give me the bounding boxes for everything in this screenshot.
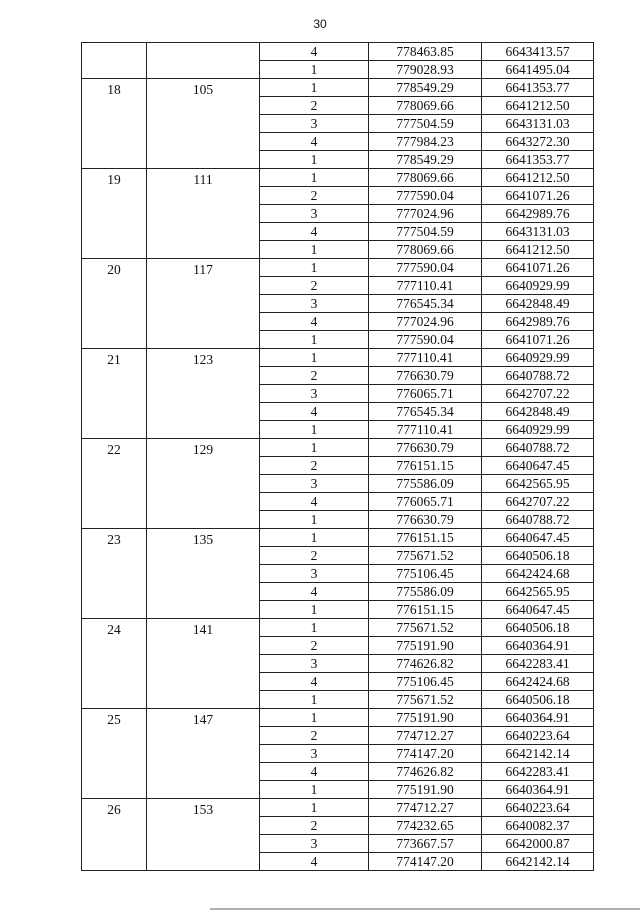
x-coordinate-cell: 776151.15 xyxy=(369,529,482,547)
point-number-cell: 4 xyxy=(260,853,369,871)
y-coordinate-cell: 6642848.49 xyxy=(482,403,594,421)
point-number-cell: 2 xyxy=(260,727,369,745)
x-coordinate-cell: 777024.96 xyxy=(369,313,482,331)
y-coordinate-cell: 6640082.37 xyxy=(482,817,594,835)
y-coordinate-cell: 6642283.41 xyxy=(482,655,594,673)
parcel-id-cell: 147 xyxy=(147,709,260,799)
point-number-cell: 4 xyxy=(260,43,369,61)
table-row xyxy=(82,259,594,277)
point-number-cell: 4 xyxy=(260,493,369,511)
x-coordinate-cell: 776151.15 xyxy=(369,457,482,475)
y-coordinate-cell: 6642565.95 xyxy=(482,475,594,493)
x-coordinate-cell: 774626.82 xyxy=(369,655,482,673)
y-coordinate-cell: 6641212.50 xyxy=(482,169,594,187)
parcel-id-cell: 129 xyxy=(147,439,260,529)
point-number-cell: 1 xyxy=(260,259,369,277)
y-coordinate-cell: 6640506.18 xyxy=(482,691,594,709)
point-number-cell: 1 xyxy=(260,601,369,619)
x-coordinate-cell: 778069.66 xyxy=(369,97,482,115)
point-number-cell: 1 xyxy=(260,691,369,709)
y-coordinate-cell: 6640223.64 xyxy=(482,727,594,745)
x-coordinate-cell: 774232.65 xyxy=(369,817,482,835)
point-number-cell: 2 xyxy=(260,637,369,655)
point-number-cell: 1 xyxy=(260,799,369,817)
x-coordinate-cell: 778069.66 xyxy=(369,241,482,259)
x-coordinate-cell: 776630.79 xyxy=(369,511,482,529)
y-coordinate-cell: 6641353.77 xyxy=(482,151,594,169)
y-coordinate-cell: 6643272.30 xyxy=(482,133,594,151)
parcel-id-cell xyxy=(147,43,260,79)
table-row xyxy=(82,619,594,637)
x-coordinate-cell: 775191.90 xyxy=(369,637,482,655)
point-number-cell: 3 xyxy=(260,475,369,493)
coordinates-table-body xyxy=(82,43,594,871)
lot-number-cell: 20 xyxy=(82,259,147,349)
point-number-cell: 3 xyxy=(260,385,369,403)
y-coordinate-cell: 6642000.87 xyxy=(482,835,594,853)
point-number-cell: 1 xyxy=(260,151,369,169)
x-coordinate-cell: 777984.23 xyxy=(369,133,482,151)
y-coordinate-cell: 6640929.99 xyxy=(482,277,594,295)
table-row xyxy=(82,169,594,187)
point-number-cell: 1 xyxy=(260,619,369,637)
table-row xyxy=(82,79,594,97)
point-number-cell: 3 xyxy=(260,655,369,673)
lot-number-cell: 24 xyxy=(82,619,147,709)
table-row xyxy=(82,439,594,457)
x-coordinate-cell: 777110.41 xyxy=(369,277,482,295)
y-coordinate-cell: 6642707.22 xyxy=(482,385,594,403)
point-number-cell: 3 xyxy=(260,295,369,313)
x-coordinate-cell: 777590.04 xyxy=(369,187,482,205)
y-coordinate-cell: 6643413.57 xyxy=(482,43,594,61)
y-coordinate-cell: 6641212.50 xyxy=(482,97,594,115)
y-coordinate-cell: 6640364.91 xyxy=(482,781,594,799)
y-coordinate-cell: 6640223.64 xyxy=(482,799,594,817)
parcel-id-cell: 117 xyxy=(147,259,260,349)
point-number-cell: 1 xyxy=(260,169,369,187)
point-number-cell: 2 xyxy=(260,277,369,295)
lot-number-cell: 18 xyxy=(82,79,147,169)
point-number-cell: 1 xyxy=(260,511,369,529)
point-number-cell: 2 xyxy=(260,547,369,565)
point-number-cell: 1 xyxy=(260,331,369,349)
point-number-cell: 4 xyxy=(260,403,369,421)
coordinates-table xyxy=(81,42,594,871)
point-number-cell: 1 xyxy=(260,61,369,79)
page-number: 30 xyxy=(313,17,327,31)
y-coordinate-cell: 6642424.68 xyxy=(482,673,594,691)
x-coordinate-cell: 778463.85 xyxy=(369,43,482,61)
x-coordinate-cell: 777504.59 xyxy=(369,115,482,133)
point-number-cell: 3 xyxy=(260,835,369,853)
x-coordinate-cell: 779028.93 xyxy=(369,61,482,79)
point-number-cell: 1 xyxy=(260,349,369,367)
table-row xyxy=(82,799,594,817)
y-coordinate-cell: 6640788.72 xyxy=(482,439,594,457)
lot-number-cell xyxy=(82,43,147,79)
point-number-cell: 1 xyxy=(260,421,369,439)
x-coordinate-cell: 776630.79 xyxy=(369,439,482,457)
y-coordinate-cell: 6640929.99 xyxy=(482,349,594,367)
scan-edge-line xyxy=(210,908,640,910)
point-number-cell: 4 xyxy=(260,763,369,781)
lot-number-cell: 22 xyxy=(82,439,147,529)
table-row xyxy=(82,43,594,61)
x-coordinate-cell: 775586.09 xyxy=(369,583,482,601)
point-number-cell: 4 xyxy=(260,133,369,151)
y-coordinate-cell: 6640929.99 xyxy=(482,421,594,439)
x-coordinate-cell: 775191.90 xyxy=(369,709,482,727)
x-coordinate-cell: 775586.09 xyxy=(369,475,482,493)
point-number-cell: 1 xyxy=(260,781,369,799)
point-number-cell: 2 xyxy=(260,187,369,205)
point-number-cell: 3 xyxy=(260,745,369,763)
y-coordinate-cell: 6640647.45 xyxy=(482,529,594,547)
x-coordinate-cell: 777110.41 xyxy=(369,421,482,439)
x-coordinate-cell: 774712.27 xyxy=(369,799,482,817)
x-coordinate-cell: 774147.20 xyxy=(369,745,482,763)
lot-number-cell: 23 xyxy=(82,529,147,619)
x-coordinate-cell: 775671.52 xyxy=(369,547,482,565)
table-row xyxy=(82,349,594,367)
point-number-cell: 2 xyxy=(260,817,369,835)
x-coordinate-cell: 774712.27 xyxy=(369,727,482,745)
x-coordinate-cell: 777024.96 xyxy=(369,205,482,223)
x-coordinate-cell: 777590.04 xyxy=(369,259,482,277)
y-coordinate-cell: 6641353.77 xyxy=(482,79,594,97)
y-coordinate-cell: 6640647.45 xyxy=(482,457,594,475)
table-row xyxy=(82,529,594,547)
y-coordinate-cell: 6642283.41 xyxy=(482,763,594,781)
x-coordinate-cell: 773667.57 xyxy=(369,835,482,853)
x-coordinate-cell: 776545.34 xyxy=(369,403,482,421)
y-coordinate-cell: 6642707.22 xyxy=(482,493,594,511)
parcel-id-cell: 123 xyxy=(147,349,260,439)
y-coordinate-cell: 6640364.91 xyxy=(482,709,594,727)
y-coordinate-cell: 6641071.26 xyxy=(482,331,594,349)
y-coordinate-cell: 6642989.76 xyxy=(482,205,594,223)
point-number-cell: 1 xyxy=(260,529,369,547)
point-number-cell: 4 xyxy=(260,583,369,601)
x-coordinate-cell: 775671.52 xyxy=(369,691,482,709)
y-coordinate-cell: 6640364.91 xyxy=(482,637,594,655)
lot-number-cell: 19 xyxy=(82,169,147,259)
x-coordinate-cell: 776065.71 xyxy=(369,493,482,511)
point-number-cell: 1 xyxy=(260,241,369,259)
lot-number-cell: 25 xyxy=(82,709,147,799)
y-coordinate-cell: 6642142.14 xyxy=(482,853,594,871)
x-coordinate-cell: 777110.41 xyxy=(369,349,482,367)
point-number-cell: 4 xyxy=(260,223,369,241)
y-coordinate-cell: 6641071.26 xyxy=(482,187,594,205)
y-coordinate-cell: 6640788.72 xyxy=(482,367,594,385)
parcel-id-cell: 135 xyxy=(147,529,260,619)
x-coordinate-cell: 777504.59 xyxy=(369,223,482,241)
x-coordinate-cell: 778069.66 xyxy=(369,169,482,187)
y-coordinate-cell: 6640506.18 xyxy=(482,619,594,637)
point-number-cell: 3 xyxy=(260,205,369,223)
x-coordinate-cell: 778549.29 xyxy=(369,79,482,97)
parcel-id-cell: 105 xyxy=(147,79,260,169)
point-number-cell: 1 xyxy=(260,439,369,457)
parcel-id-cell: 111 xyxy=(147,169,260,259)
x-coordinate-cell: 778549.29 xyxy=(369,151,482,169)
table-row xyxy=(82,709,594,727)
x-coordinate-cell: 774626.82 xyxy=(369,763,482,781)
point-number-cell: 1 xyxy=(260,709,369,727)
y-coordinate-cell: 6641495.04 xyxy=(482,61,594,79)
lot-number-cell: 21 xyxy=(82,349,147,439)
y-coordinate-cell: 6641071.26 xyxy=(482,259,594,277)
point-number-cell: 4 xyxy=(260,313,369,331)
y-coordinate-cell: 6642142.14 xyxy=(482,745,594,763)
y-coordinate-cell: 6640506.18 xyxy=(482,547,594,565)
point-number-cell: 2 xyxy=(260,457,369,475)
point-number-cell: 2 xyxy=(260,367,369,385)
x-coordinate-cell: 776065.71 xyxy=(369,385,482,403)
x-coordinate-cell: 775106.45 xyxy=(369,565,482,583)
y-coordinate-cell: 6642565.95 xyxy=(482,583,594,601)
y-coordinate-cell: 6643131.03 xyxy=(482,223,594,241)
x-coordinate-cell: 776630.79 xyxy=(369,367,482,385)
x-coordinate-cell: 775671.52 xyxy=(369,619,482,637)
y-coordinate-cell: 6642848.49 xyxy=(482,295,594,313)
x-coordinate-cell: 776545.34 xyxy=(369,295,482,313)
y-coordinate-cell: 6643131.03 xyxy=(482,115,594,133)
y-coordinate-cell: 6642989.76 xyxy=(482,313,594,331)
x-coordinate-cell: 775106.45 xyxy=(369,673,482,691)
y-coordinate-cell: 6640788.72 xyxy=(482,511,594,529)
point-number-cell: 4 xyxy=(260,673,369,691)
y-coordinate-cell: 6641212.50 xyxy=(482,241,594,259)
x-coordinate-cell: 774147.20 xyxy=(369,853,482,871)
point-number-cell: 1 xyxy=(260,79,369,97)
point-number-cell: 2 xyxy=(260,97,369,115)
point-number-cell: 3 xyxy=(260,115,369,133)
y-coordinate-cell: 6642424.68 xyxy=(482,565,594,583)
x-coordinate-cell: 775191.90 xyxy=(369,781,482,799)
parcel-id-cell: 141 xyxy=(147,619,260,709)
parcel-id-cell: 153 xyxy=(147,799,260,871)
x-coordinate-cell: 777590.04 xyxy=(369,331,482,349)
lot-number-cell: 26 xyxy=(82,799,147,871)
x-coordinate-cell: 776151.15 xyxy=(369,601,482,619)
y-coordinate-cell: 6640647.45 xyxy=(482,601,594,619)
point-number-cell: 3 xyxy=(260,565,369,583)
